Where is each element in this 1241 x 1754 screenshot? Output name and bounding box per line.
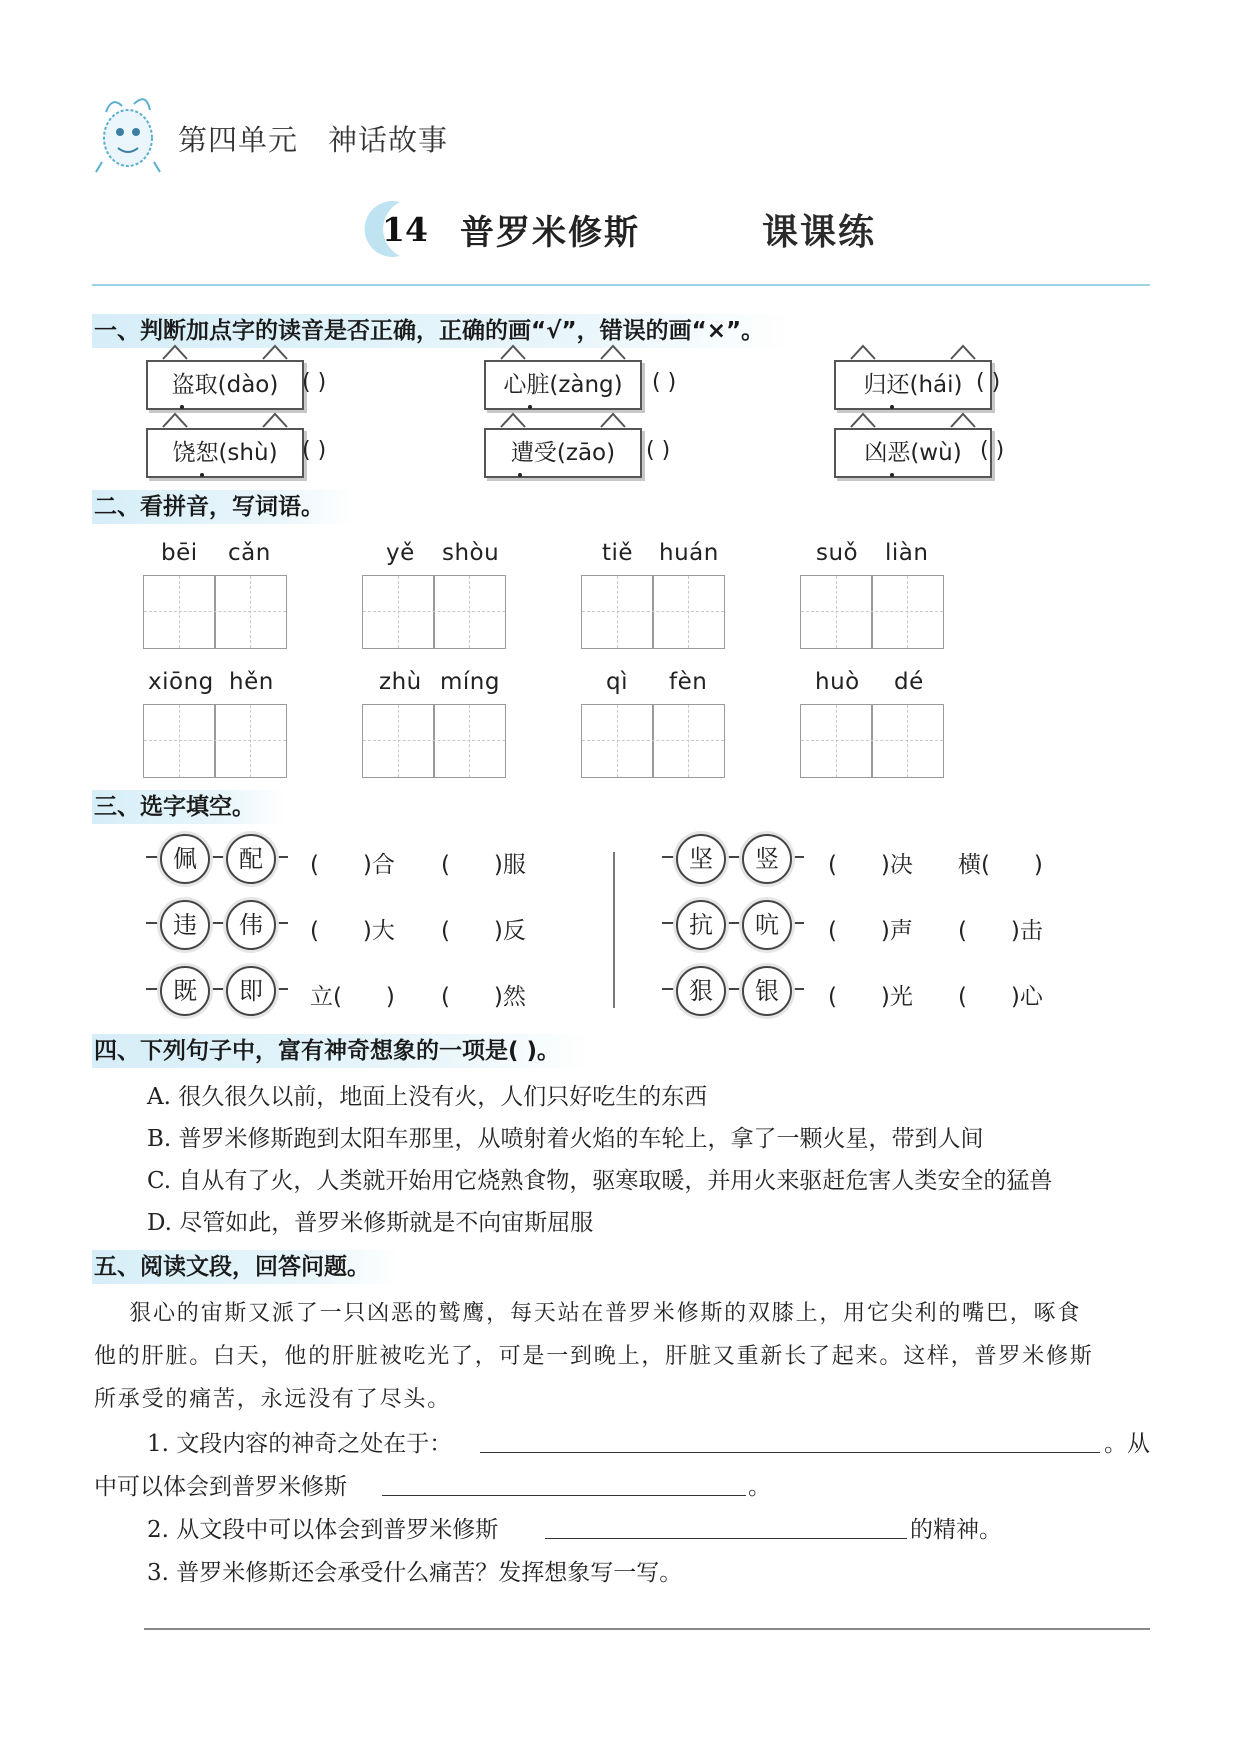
pinyin-card-2 [484,360,642,410]
fill-blank[interactable]: ( )光 [828,984,913,1010]
writing-grid[interactable] [581,704,725,778]
card-tab-icon [262,344,288,360]
header-divider [92,284,1150,286]
unit-theme: 神话故事 [328,123,449,157]
card-tab-icon [600,412,626,428]
card-tab-icon [950,344,976,360]
char-pair [144,834,290,884]
fill-blank[interactable]: ( )大 [310,918,395,944]
emphasis-dot [518,473,522,477]
card-text: 凶恶(wù) [864,440,962,466]
writing-grid[interactable] [581,575,725,649]
option-d[interactable]: D. 尽管如此，普罗米修斯就是不向宙斯屈服 [147,1210,594,1236]
pinyin-label: xiōng [148,669,214,695]
char-pair [660,900,806,950]
answer-paren[interactable]: ( ) [302,438,327,463]
char-option: 配 [226,834,276,884]
pinyin-label: shòu [442,540,500,566]
pinyin-label: huán [659,540,719,566]
card-text: 遭受(zāo) [510,440,616,466]
char-pair [660,834,806,884]
answer-line[interactable] [144,1628,1150,1630]
char-option: 狠 [676,966,726,1016]
section4-title: 四、下列句子中，富有神奇想象的一项是( )。 [92,1034,590,1068]
pinyin-label: huò [815,669,860,695]
pinyin-card-1 [146,360,304,410]
fill-blank[interactable]: 立( ) [310,984,395,1010]
answer-paren[interactable]: ( ) [976,370,1001,395]
question-1-tail: 。从 [1104,1431,1150,1457]
answer-paren[interactable]: ( ) [980,438,1005,463]
pinyin-label: zhù [379,669,422,695]
char-pair [144,900,290,950]
question-3: 3. 普罗米修斯还会承受什么痛苦？发挥想象写一写。 [147,1560,683,1586]
emphasis-dot [528,405,532,409]
char-option: 即 [226,966,276,1016]
unit-label: 第四单元 [178,123,299,157]
pinyin-label: hěn [229,669,274,695]
fill-blank[interactable]: ( )反 [441,918,526,944]
passage-line: 所承受的痛苦，永远没有了尽头。 [94,1387,452,1412]
char-option: 银 [742,966,792,1016]
question-1: 1. 文段内容的神奇之处在于： [147,1431,453,1457]
emphasis-dot [200,473,204,477]
card-tab-icon [162,412,188,428]
question-2-tail: 的精神。 [910,1517,1002,1543]
fill-blank[interactable]: ( )合 [310,852,395,878]
section1-title: 一、判断加点字的读音是否正确，正确的画“√”，错误的画“×”。 [92,314,794,348]
answer-paren[interactable]: ( ) [302,370,327,395]
writing-grid[interactable] [143,575,287,649]
pinyin-card-4 [146,428,304,478]
fill-blank[interactable]: ( )击 [958,918,1043,944]
card-tab-icon [262,412,288,428]
fill-blank[interactable]: ( )决 [828,852,913,878]
fill-blank[interactable]: ( )心 [958,984,1043,1010]
pinyin-label: bēi [161,540,198,566]
emphasis-dot [180,405,184,409]
question-1-end: 。 [748,1474,771,1500]
char-pair [144,966,290,1016]
pinyin-label: yě [386,540,415,566]
char-option: 竖 [742,834,792,884]
writing-grid[interactable] [362,575,506,649]
card-tab-icon [850,412,876,428]
option-a[interactable]: A. 很久很久以前，地面上没有火，人们只好吃生的东西 [147,1084,708,1110]
section2-title: 二、看拼音，写词语。 [92,490,354,524]
lesson-number-badge [360,198,430,260]
writing-grid[interactable] [800,704,944,778]
card-tab-icon [600,344,626,360]
card-text: 归还(hái) [863,372,963,398]
card-text: 心脏(zàng) [503,372,623,398]
char-option: 违 [160,900,210,950]
answer-line[interactable] [480,1452,1100,1453]
practice-label: 课课练 [762,212,877,253]
option-c[interactable]: C. 自从有了火，人类就开始用它烧熟食物，驱寒取暖，并用火来驱赶危害人类安全的猛兽 [147,1168,1053,1194]
writing-grid[interactable] [800,575,944,649]
passage-line: 狠心的宙斯又派了一只凶恶的鹫鹰，每天站在普罗米修斯的双膝上，用它尖利的嘴巴，啄食 [94,1301,1082,1326]
option-b[interactable]: B. 普罗米修斯跑到太阳车那里，从喷射着火焰的车轮上，拿了一颗火星，带到人间 [147,1126,984,1152]
card-text: 盗取(dào) [171,372,279,398]
question-2: 2. 从文段中可以体会到普罗米修斯 [147,1517,499,1543]
answer-line[interactable] [382,1495,746,1496]
card-tab-icon [850,344,876,360]
answer-paren[interactable]: ( ) [646,438,671,463]
unit-title [178,118,448,159]
char-option: 坚 [676,834,726,884]
emphasis-dot [890,473,894,477]
pinyin-card-6 [834,428,992,478]
card-tab-icon [500,412,526,428]
passage-line: 他的肝脏。白天，他的肝脏被吃光了，可是一到晚上，肝脏又重新长了起来。这样，普罗米修斯 [94,1344,1094,1369]
question-1-cont: 中可以体会到普罗米修斯 [94,1474,347,1500]
char-option: 既 [160,966,210,1016]
writing-grid[interactable] [143,704,287,778]
card-text: 饶恕(shù) [172,440,278,466]
pinyin-label: dé [894,669,924,695]
pinyin-label: fèn [669,669,708,695]
pinyin-card-5 [484,428,642,478]
fill-blank[interactable]: 横( ) [958,852,1043,878]
writing-grid[interactable] [362,704,506,778]
char-option: 抗 [676,900,726,950]
mascot-icon [92,92,164,176]
card-tab-icon [162,344,188,360]
section5-title: 五、阅读文段，回答问题。 [92,1250,400,1284]
card-tab-icon [500,344,526,360]
section3-title: 三、选字填空。 [92,790,285,824]
pinyin-label: qì [606,669,628,695]
pinyin-card-3 [834,360,992,410]
answer-paren[interactable]: ( ) [652,370,677,395]
emphasis-dot [890,405,894,409]
pinyin-label: cǎn [228,540,271,566]
lesson-title: 普罗米修斯 [460,213,640,253]
char-option: 佩 [160,834,210,884]
fill-blank[interactable]: ( )然 [441,984,526,1010]
char-option: 伟 [226,900,276,950]
char-pair [660,966,806,1016]
fill-blank[interactable]: ( )声 [828,918,913,944]
char-option: 吭 [742,900,792,950]
fill-blank[interactable]: ( )服 [441,852,526,878]
pinyin-label: suǒ [816,540,859,566]
pinyin-label: liàn [885,540,929,566]
card-tab-icon [950,412,976,428]
pinyin-label: tiě [602,540,634,566]
lesson-number: 14 [382,210,428,249]
column-divider [613,852,615,1008]
pinyin-label: míng [440,669,500,695]
answer-line[interactable] [545,1538,907,1539]
